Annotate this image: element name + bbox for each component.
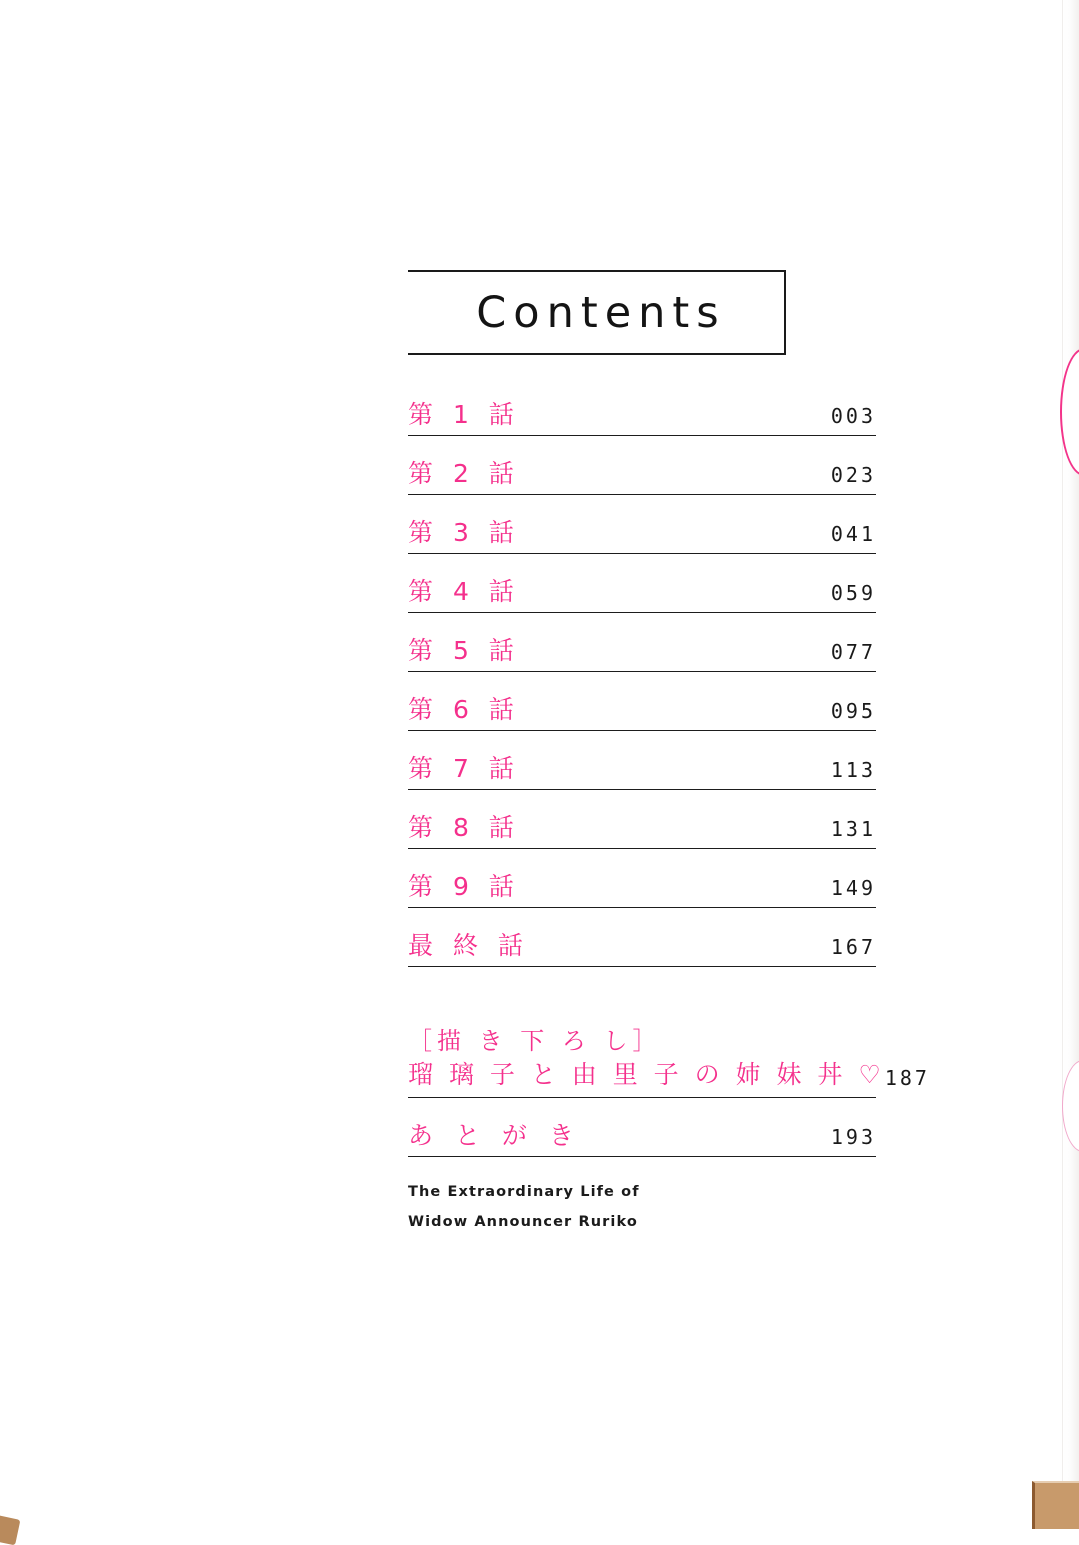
page-number: 003 bbox=[830, 404, 876, 428]
page-title: Contents bbox=[476, 287, 726, 338]
list-item-bonus[interactable] bbox=[408, 1001, 930, 1098]
page-number: 113 bbox=[830, 758, 876, 782]
list-item[interactable] bbox=[408, 790, 876, 849]
page-number: 131 bbox=[830, 817, 876, 841]
page-edge bbox=[1062, 0, 1079, 1529]
list-item[interactable] bbox=[408, 849, 876, 908]
list-item[interactable] bbox=[408, 377, 876, 436]
chapter-label: 第 2 話 bbox=[408, 459, 520, 488]
page-number: 193 bbox=[830, 1125, 876, 1149]
page-number: 059 bbox=[830, 581, 876, 605]
page-number: 077 bbox=[830, 640, 876, 664]
book-corner-right bbox=[1032, 1481, 1079, 1529]
chapter-label: 第 8 話 bbox=[408, 813, 520, 842]
list-item-afterword[interactable] bbox=[408, 1098, 876, 1157]
chapter-label: 第 1 話 bbox=[408, 400, 520, 429]
page-number: 149 bbox=[830, 876, 876, 900]
list-item[interactable] bbox=[408, 495, 876, 554]
list-item[interactable] bbox=[408, 672, 876, 731]
chapter-label: 最 終 話 bbox=[408, 931, 529, 960]
book-corner-left bbox=[0, 1515, 20, 1545]
list-item[interactable] bbox=[408, 554, 876, 613]
page-number: 167 bbox=[830, 935, 876, 959]
page-number: 187 bbox=[884, 1066, 930, 1090]
bonus-bracket-label: ［描 き 下 ろ し］ bbox=[408, 1026, 662, 1055]
list-item[interactable] bbox=[408, 908, 876, 967]
bonus-title-label: 瑠 璃 子 と 由 里 子 の 姉 妹 丼 ♡ bbox=[408, 1059, 885, 1089]
contents-entry-list bbox=[408, 377, 930, 1157]
chapter-label: 第 6 話 bbox=[408, 695, 520, 724]
list-item[interactable] bbox=[408, 731, 876, 790]
english-subtitle bbox=[408, 1177, 948, 1238]
page-number: 041 bbox=[830, 522, 876, 546]
chapter-label: 第 3 話 bbox=[408, 518, 520, 547]
chapter-label: あ と が き bbox=[408, 1121, 581, 1150]
section-spacer bbox=[408, 967, 876, 1001]
english-subtitle-line1: The Extraordinary Life of bbox=[408, 1184, 640, 1200]
chapter-label: 第 9 話 bbox=[408, 872, 520, 901]
contents-block bbox=[408, 270, 948, 1238]
chapter-label: 第 7 話 bbox=[408, 754, 520, 783]
page-number: 095 bbox=[830, 699, 876, 723]
bonus-text-group bbox=[408, 1024, 885, 1097]
list-item[interactable] bbox=[408, 613, 876, 672]
english-subtitle-line2: Widow Announcer Ruriko bbox=[408, 1214, 638, 1231]
contents-title-box bbox=[408, 270, 786, 355]
list-item[interactable] bbox=[408, 436, 876, 495]
chapter-label: 第 5 話 bbox=[408, 636, 520, 665]
chapter-label: 第 4 話 bbox=[408, 577, 520, 606]
page-number: 023 bbox=[830, 463, 876, 487]
